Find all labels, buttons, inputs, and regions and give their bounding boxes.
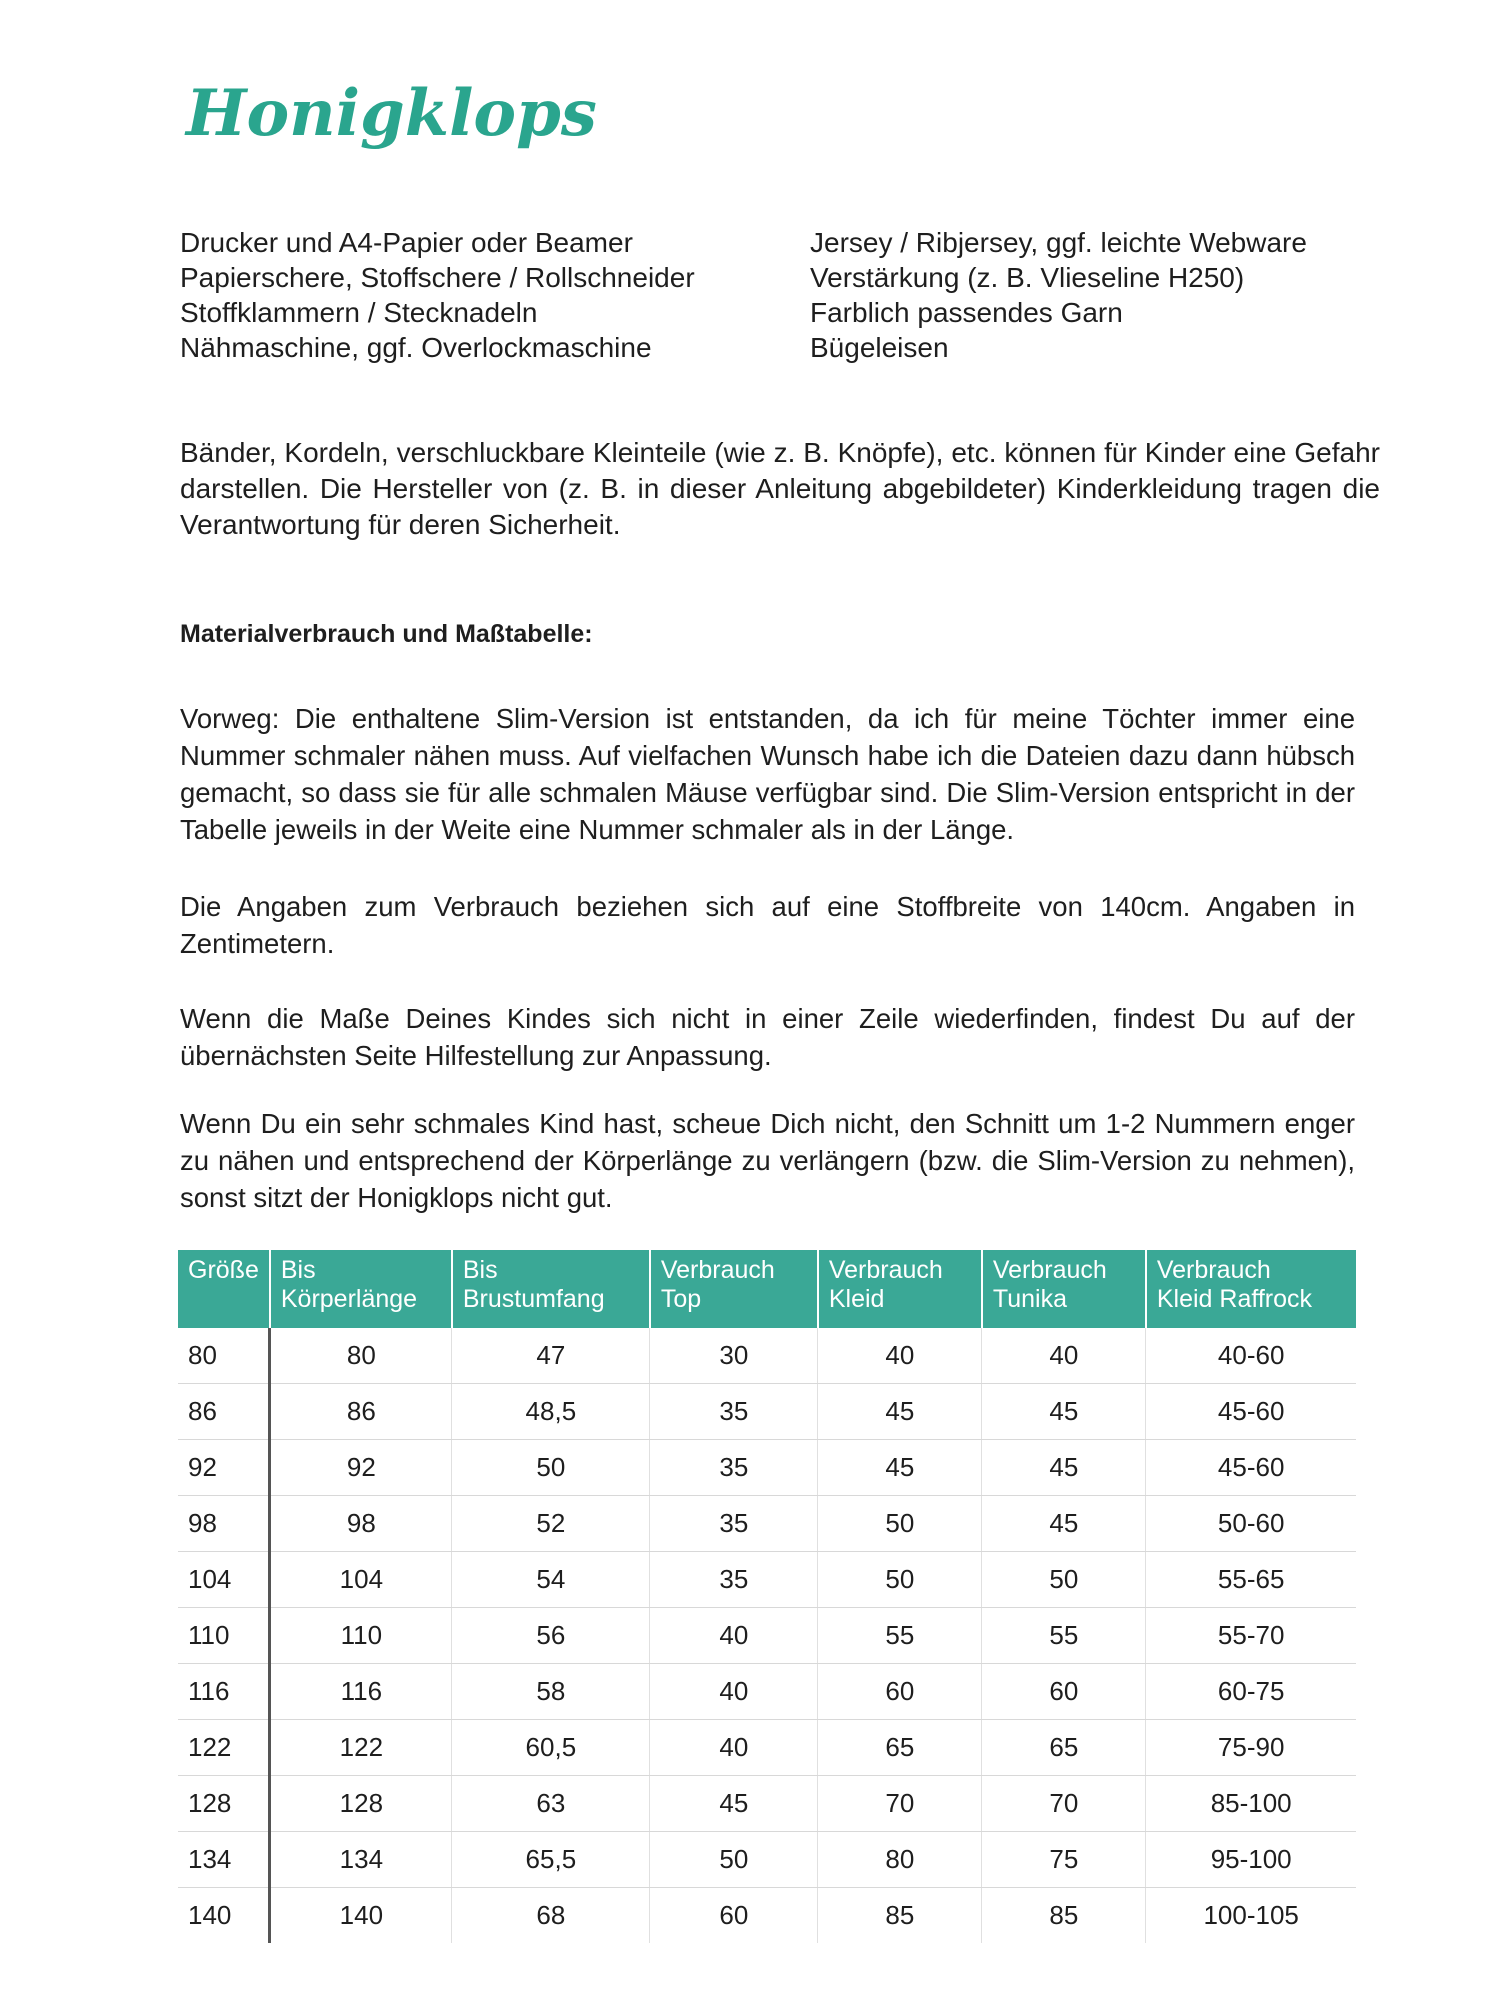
cell-groesse: 80	[178, 1328, 270, 1384]
cell-brustumfang: 65,5	[452, 1832, 650, 1888]
cell-tunika: 40	[982, 1328, 1146, 1384]
cell-groesse: 98	[178, 1496, 270, 1552]
cell-tunika: 60	[982, 1664, 1146, 1720]
cell-brustumfang: 63	[452, 1776, 650, 1832]
cell-kleid: 70	[818, 1776, 982, 1832]
materials-item: Farblich passendes Garn	[810, 297, 1123, 328]
header-verbrauch-top	[650, 1250, 818, 1328]
header-line: Körperlänge	[280, 1285, 418, 1313]
cell-brustumfang: 50	[452, 1440, 650, 1496]
cell-tunika: 85	[982, 1888, 1146, 1944]
cell-koerperlaenge: 122	[270, 1720, 452, 1776]
cell-raffrock: 45-60	[1146, 1384, 1356, 1440]
cell-kleid: 50	[818, 1496, 982, 1552]
safety-warning: Bänder, Kordeln, verschluckbare Kleinteile (wie z. B. Knöpfe), etc. können für Kinder eine Gefahr darstellen. Die Hersteller von (z. B. in dieser Anleitung abgebildeter) Kinderkleidung tragen die Verantwortung für deren Sicherheit.	[180, 437, 1380, 540]
cell-koerperlaenge: 80	[270, 1328, 452, 1384]
table-row	[178, 1552, 1356, 1608]
table-row	[178, 1496, 1356, 1552]
header-verbrauch-kleid	[818, 1250, 982, 1328]
cell-groesse: 86	[178, 1384, 270, 1440]
materials-fabric-column	[810, 225, 1307, 365]
header-line: Verbrauch	[660, 1256, 775, 1284]
cell-tunika: 45	[982, 1496, 1146, 1552]
table-row	[178, 1888, 1356, 1944]
cell-kleid: 45	[818, 1384, 982, 1440]
cell-brustumfang: 60,5	[452, 1720, 650, 1776]
cell-brustumfang: 47	[452, 1328, 650, 1384]
cell-koerperlaenge: 86	[270, 1384, 452, 1440]
table-row	[178, 1720, 1356, 1776]
cell-koerperlaenge: 134	[270, 1832, 452, 1888]
cell-groesse: 92	[178, 1440, 270, 1496]
cell-top: 35	[650, 1552, 818, 1608]
cell-top: 35	[650, 1384, 818, 1440]
section-title: Materialverbrauch und Maßtabelle:	[180, 620, 593, 648]
cell-tunika: 45	[982, 1384, 1146, 1440]
header-brustumfang	[452, 1250, 650, 1328]
cell-kleid: 50	[818, 1552, 982, 1608]
cell-brustumfang: 58	[452, 1664, 650, 1720]
header-line: Top	[660, 1285, 702, 1313]
cell-koerperlaenge: 128	[270, 1776, 452, 1832]
materials-item: Jersey / Ribjersey, ggf. leichte Webware	[810, 227, 1307, 258]
materials-item: Papierschere, Stoffschere / Rollschneider	[180, 262, 695, 293]
cell-raffrock: 75-90	[1146, 1720, 1356, 1776]
cell-kleid: 55	[818, 1608, 982, 1664]
cell-groesse: 134	[178, 1832, 270, 1888]
table-row	[178, 1664, 1356, 1720]
cell-kleid: 40	[818, 1328, 982, 1384]
header-line: Bis	[280, 1256, 316, 1284]
cell-tunika: 50	[982, 1552, 1146, 1608]
cell-brustumfang: 52	[452, 1496, 650, 1552]
cell-raffrock: 40-60	[1146, 1328, 1356, 1384]
table-row	[178, 1776, 1356, 1832]
cell-raffrock: 95-100	[1146, 1832, 1356, 1888]
materials-item: Nähmaschine, ggf. Overlockmaschine	[180, 332, 652, 363]
cell-koerperlaenge: 104	[270, 1552, 452, 1608]
header-line: Verbrauch	[1156, 1256, 1271, 1284]
cell-kleid: 45	[818, 1440, 982, 1496]
cell-groesse: 128	[178, 1776, 270, 1832]
paragraph-slim-version: Vorweg: Die enthaltene Slim-Version ist entstanden, da ich für meine Töchter immer eine Nummer schmaler nähen muss. Auf vielfachen Wunsch habe ich die Dateien dazu dann hübsch gemacht, so dass sie für alle schmalen Mäuse verfügbar sind. Die Slim-Version entspricht in der Tabelle jeweils in der Weite eine Nummer schmaler als in der Länge.	[180, 703, 1355, 845]
header-line: Größe	[188, 1256, 259, 1284]
cell-tunika: 45	[982, 1440, 1146, 1496]
cell-top: 45	[650, 1776, 818, 1832]
cell-raffrock: 60-75	[1146, 1664, 1356, 1720]
cell-top: 60	[650, 1888, 818, 1944]
cell-groesse: 116	[178, 1664, 270, 1720]
header-verbrauch-tunika	[982, 1250, 1146, 1328]
table-header-row	[178, 1250, 1356, 1328]
cell-koerperlaenge: 98	[270, 1496, 452, 1552]
header-koerperlaenge	[270, 1250, 452, 1328]
cell-brustumfang: 54	[452, 1552, 650, 1608]
header-groesse	[178, 1250, 270, 1328]
cell-koerperlaenge: 140	[339, 1900, 384, 1930]
header-line: Verbrauch	[992, 1256, 1107, 1284]
cell-raffrock: 100-105	[1146, 1888, 1356, 1944]
cell-raffrock: 55-65	[1146, 1552, 1356, 1608]
cell-brustumfang: 68	[452, 1888, 650, 1944]
cell-top: 35	[650, 1440, 818, 1496]
cell-raffrock: 85-100	[1146, 1776, 1356, 1832]
paragraph-narrow-child: Wenn Du ein sehr schmales Kind hast, scheue Dich nicht, den Schnitt um 1-2 Nummern enger zu nähen und entsprechend der Körperlänge zu verlängern (bzw. die Slim-Version zu nehmen), sonst sitzt der Honigklops nicht gut.	[180, 1108, 1355, 1213]
cell-groesse: 104	[178, 1552, 270, 1608]
table-row	[178, 1440, 1356, 1496]
cell-kleid: 65	[818, 1720, 982, 1776]
cell-groesse: 110	[178, 1608, 270, 1664]
cell-raffrock: 45-60	[1146, 1440, 1356, 1496]
cell-top: 30	[650, 1328, 818, 1384]
cell-tunika: 65	[982, 1720, 1146, 1776]
table-row	[178, 1384, 1356, 1440]
header-line: Kleid	[828, 1285, 885, 1313]
header-line: Bis	[462, 1256, 498, 1284]
cell-top: 40	[650, 1720, 818, 1776]
cell-kleid: 80	[818, 1832, 982, 1888]
cell-top: 50	[650, 1832, 818, 1888]
cell-koerperlaenge: 116	[270, 1664, 452, 1720]
cell-top: 35	[650, 1496, 818, 1552]
header-line: Kleid Raffrock	[1156, 1285, 1313, 1313]
materials-tools-column	[180, 225, 695, 365]
cell-koerperlaenge: 110	[270, 1608, 452, 1664]
cell-tunika: 55	[982, 1608, 1146, 1664]
cell-koerperlaenge: 92	[270, 1440, 452, 1496]
paragraph-adjustment: Wenn die Maße Deines Kindes sich nicht in einer Zeile wiederfinden, findest Du auf der übernächsten Seite Hilfestellung zur Anpassung.	[180, 1003, 1355, 1071]
table-row	[178, 1832, 1356, 1888]
table-row	[178, 1328, 1356, 1384]
cell-kleid: 85	[818, 1888, 982, 1944]
cell-brustumfang: 48,5	[452, 1384, 650, 1440]
cell-tunika: 75	[982, 1832, 1146, 1888]
materials-item: Stoffklammern / Stecknadeln	[180, 297, 538, 328]
cell-raffrock: 50-60	[1146, 1496, 1356, 1552]
materials-item: Verstärkung (z. B. Vlieseline H250)	[810, 262, 1245, 293]
brand-logo: Honigklops	[186, 76, 597, 151]
header-line: Brustumfang	[462, 1285, 605, 1313]
header-line: Verbrauch	[828, 1256, 943, 1284]
materials-item: Drucker und A4-Papier oder Beamer	[180, 227, 633, 258]
size-table	[178, 1250, 1356, 1943]
cell-groesse: 140	[178, 1888, 270, 1944]
cell-top: 40	[650, 1664, 818, 1720]
cell-raffrock: 55-70	[1146, 1608, 1356, 1664]
cell-brustumfang: 56	[452, 1608, 650, 1664]
materials-item: Bügeleisen	[810, 332, 949, 363]
cell-kleid: 60	[818, 1664, 982, 1720]
cell-groesse: 122	[178, 1720, 270, 1776]
cell-tunika: 70	[982, 1776, 1146, 1832]
table-row	[178, 1608, 1356, 1664]
paragraph-fabric-width: Die Angaben zum Verbrauch beziehen sich auf eine Stoffbreite von 140cm. Angaben in Zentimetern.	[180, 891, 1355, 959]
header-line: Tunika	[992, 1285, 1067, 1313]
cell-top: 40	[650, 1608, 818, 1664]
header-verbrauch-raffrock	[1146, 1250, 1356, 1328]
